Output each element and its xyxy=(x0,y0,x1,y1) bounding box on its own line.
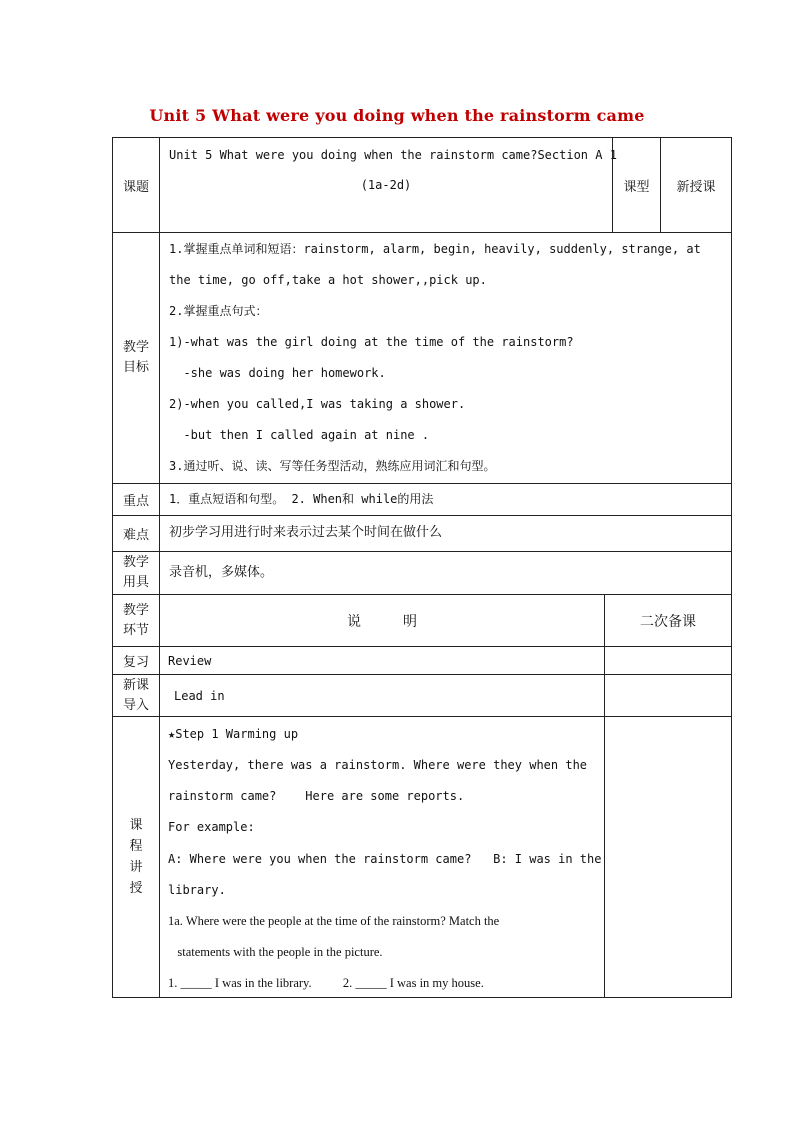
goal-line: -she was doing her homework. xyxy=(169,366,386,380)
goal-line: 1.掌握重点单词和短语：rainstorm, alarm, begin, heavily, suddenly, strange, at xyxy=(169,242,701,256)
lecture-line: rainstorm came? Here are some reports. xyxy=(168,789,465,803)
stage-label-1: 教学 xyxy=(122,602,149,618)
stage-secondary-header: 二次备课 xyxy=(640,613,696,630)
goal-line: 3.通过听、说、读、写等任务型活动，熟练应用词汇和句型。 xyxy=(169,459,496,473)
topic-label: 课题 xyxy=(122,179,149,195)
review-content: Review xyxy=(168,654,212,668)
goal-line: the time, go off,take a hot shower,,pick up. xyxy=(169,273,487,287)
topic-line-1: Unit 5 What were you doing when the rainstorm came?Section A 1 xyxy=(169,148,617,162)
lecture-line: library. xyxy=(168,883,226,897)
lecture-label-char: 授 xyxy=(129,881,143,896)
stage-label xyxy=(113,595,159,646)
lecture-label xyxy=(113,717,159,997)
goals-label xyxy=(113,233,159,483)
goals-label-2: 目标 xyxy=(122,360,149,375)
lecture-line: 1. _____ I was in the library. 2. _____ I was in my house. xyxy=(168,976,484,990)
lecture-line: Yesterday, there was a rainstorm. Where were they when the xyxy=(168,758,588,772)
key-label: 重点 xyxy=(122,494,149,509)
topic-line-2: (1a-2d) xyxy=(360,178,412,192)
difficult-content: 初步学习用进行时来表示过去某个时间在做什么 xyxy=(169,525,443,540)
lecture-line: For example: xyxy=(168,820,255,834)
lecture-line: 1a. Where were the people at the time of the rainstorm? Match the xyxy=(168,914,500,928)
leadin-content: Lead in xyxy=(174,689,225,703)
tools-label-1: 教学 xyxy=(122,555,149,570)
page-title: Unit 5 What were you doing when the rainstorm came xyxy=(149,106,645,125)
lecture-label-char: 讲 xyxy=(129,860,143,875)
difficult-label: 难点 xyxy=(122,528,149,543)
leadin-label-2: 导入 xyxy=(122,697,149,713)
goals-label-1: 教学 xyxy=(122,340,149,355)
stage-label-2: 环节 xyxy=(122,622,149,638)
leadin-label xyxy=(113,675,159,716)
lecture-line: ★Step 1 Warming up xyxy=(168,727,299,741)
tools-content: 录音机，多媒体。 xyxy=(169,565,274,580)
tools-label xyxy=(113,552,159,594)
goal-line: -but then I called again at nine . xyxy=(169,428,430,442)
key-content: 1．重点短语和句型。 2. When和 while的用法 xyxy=(169,492,434,506)
goal-line: 2.掌握重点句式： xyxy=(169,304,268,318)
review-label: 复习 xyxy=(122,655,149,670)
stage-explain-header: 说 明 xyxy=(347,613,417,630)
lecture-label-char: 课 xyxy=(129,818,143,833)
tools-label-2: 用具 xyxy=(122,575,149,590)
lecture-label-char: 程 xyxy=(129,839,143,854)
lecture-line: A: Where were you when the rainstorm came? B: I was in the xyxy=(168,852,602,866)
goal-line: 1)-what was the girl doing at the time of the rainstorm? xyxy=(169,335,574,349)
goal-line: 2)-when you called,I was taking a shower. xyxy=(169,397,466,411)
type-value: 新授课 xyxy=(676,179,716,195)
type-label: 课型 xyxy=(623,179,650,195)
lecture-line: statements with the people in the picture. xyxy=(168,945,383,959)
leadin-label-1: 新课 xyxy=(122,677,149,693)
